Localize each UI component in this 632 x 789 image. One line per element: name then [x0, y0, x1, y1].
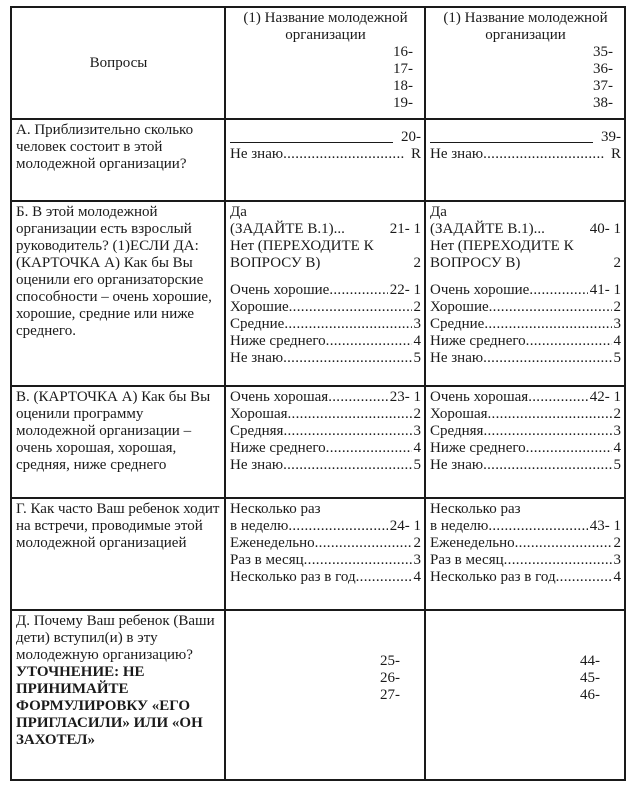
option-label-top: Несколько раз — [230, 501, 321, 517]
answer-g-1 — [225, 498, 425, 610]
no-line: Нет (ПЕРЕХОДИТЕ К ВОПРОСУ В) 2 — [230, 238, 421, 271]
answer-d-1 — [225, 610, 425, 780]
option-line: Несколько раз в год ..... 4 — [230, 569, 421, 586]
dont-know-line: Не знаю ..... R — [230, 146, 421, 163]
option-line: Несколько раз в год ..... 4 — [430, 569, 621, 586]
org-title: (1) Название молодежной организации — [443, 10, 608, 43]
code: 16- — [393, 44, 413, 60]
code-list — [230, 44, 421, 112]
count-line[interactable] — [230, 128, 421, 146]
row-v — [11, 386, 625, 498]
code: 36- — [593, 61, 613, 77]
answer-a-1 — [225, 119, 425, 201]
header-row — [11, 7, 625, 119]
code: 38- — [593, 95, 613, 111]
row-d — [11, 610, 625, 780]
option-line: Еженедельно ..... 2 — [230, 535, 421, 552]
code: 39- — [601, 129, 621, 145]
question-b: Б. В этой молодежной организации есть взрослый руководитель? (1)ЕСЛИ ДА: (КАРТОЧКА А) Как бы Вы оценили его организаторские способности – очень хорошие, хорошие, средние или ниже среднего. — [11, 201, 225, 386]
option-line: Очень хорошие ..... 22- 1 — [230, 282, 421, 299]
question-v: В. (КАРТОЧКА А) Как бы Вы оценили программу молодежной организации – очень хорошая, хорошая, средняя, ниже среднего — [11, 386, 225, 498]
code-list — [230, 653, 421, 704]
code: 26- — [380, 670, 400, 686]
option-line: Не знаю ..... 5 — [430, 350, 621, 367]
code-list — [430, 653, 621, 704]
option-line: Хорошая ..... 2 — [430, 406, 621, 423]
code: 27- — [380, 687, 400, 703]
yes-label: Да — [430, 204, 447, 220]
answer-v-1 — [225, 386, 425, 498]
dont-know-line: Не знаю ..... R — [430, 146, 621, 163]
option-line: в неделю ..... 24- 1 — [230, 518, 421, 535]
option-line: Средняя ..... 3 — [430, 423, 621, 440]
option-line: Раз в месяц ..... 3 — [230, 552, 421, 569]
option-line: Раз в месяц ..... 3 — [430, 552, 621, 569]
option-line: Очень хорошая ..... 23- 1 — [230, 389, 421, 406]
option-line: Не знаю ..... 5 — [230, 457, 421, 474]
yes-line: (ЗАДАЙТЕ В.1)... 21- 1 — [230, 221, 421, 237]
code: 18- — [393, 78, 413, 94]
count-line[interactable] — [430, 128, 621, 146]
code: 19- — [393, 95, 413, 111]
question-g: Г. Как часто Ваш ребенок ходит на встречи, проводимые этой молодежной организацией — [11, 498, 225, 610]
option-line: Не знаю ..... 5 — [430, 457, 621, 474]
option-line: Ниже среднего ..... 4 — [230, 333, 421, 350]
option-line: Хорошие ..... 2 — [430, 299, 621, 316]
option-line: Средние ..... 3 — [230, 316, 421, 333]
answer-b-2 — [425, 201, 625, 386]
option-line: Ниже среднего ..... 4 — [230, 440, 421, 457]
code: 46- — [580, 687, 600, 703]
option-line: Не знаю ..... 5 — [230, 350, 421, 367]
code: 44- — [580, 653, 600, 669]
option-line: Очень хорошая ..... 42- 1 — [430, 389, 621, 406]
option-line: Средняя ..... 3 — [230, 423, 421, 440]
option-line: Средние ..... 3 — [430, 316, 621, 333]
org-title: (1) Название молодежной организации — [243, 10, 408, 43]
question-a: А. Приблизительно сколько человек состоит в этой молодежной организации? — [11, 119, 225, 201]
code: 37- — [593, 78, 613, 94]
code: 35- — [593, 44, 613, 60]
row-g — [11, 498, 625, 610]
code-list — [430, 44, 621, 112]
option-line: Ниже среднего ..... 4 — [430, 333, 621, 350]
org-header-1 — [225, 7, 425, 119]
option-line: Хорошая ..... 2 — [230, 406, 421, 423]
no-line: Нет (ПЕРЕХОДИТЕ К ВОПРОСУ В) 2 — [430, 238, 621, 271]
question-d — [11, 610, 225, 780]
org-header-2 — [425, 7, 625, 119]
option-label-top: Несколько раз — [430, 501, 521, 517]
answer-a-2 — [425, 119, 625, 201]
row-b — [11, 201, 625, 386]
code: 25- — [380, 653, 400, 669]
row-a — [11, 119, 625, 201]
option-line: Хорошие ..... 2 — [230, 299, 421, 316]
answer-d-2 — [425, 610, 625, 780]
questions-header: Вопросы — [11, 7, 225, 119]
instruction-note: УТОЧНЕНИЕ: НЕ ПРИНИМАЙТЕ ФОРМУЛИРОВКУ «ЕГО ПРИГЛАСИЛИ» ИЛИ «ОН ЗАХОТЕЛ» — [16, 664, 203, 748]
answer-b-1 — [225, 201, 425, 386]
answer-v-2 — [425, 386, 625, 498]
option-line: Еженедельно ..... 2 — [430, 535, 621, 552]
questionnaire-table — [10, 6, 626, 781]
option-line: Очень хорошие ..... 41- 1 — [430, 282, 621, 299]
code: 17- — [393, 61, 413, 77]
code: 45- — [580, 670, 600, 686]
yes-line: (ЗАДАЙТЕ В.1)... 40- 1 — [430, 221, 621, 237]
answer-g-2 — [425, 498, 625, 610]
question-text: Д. Почему Ваш ребенок (Ваши дети) вступил(и) в эту молодежную организацию? — [16, 613, 215, 663]
code: 20- — [401, 129, 421, 145]
option-line: Ниже среднего ..... 4 — [430, 440, 621, 457]
yes-label: Да — [230, 204, 247, 220]
option-line: в неделю ..... 43- 1 — [430, 518, 621, 535]
